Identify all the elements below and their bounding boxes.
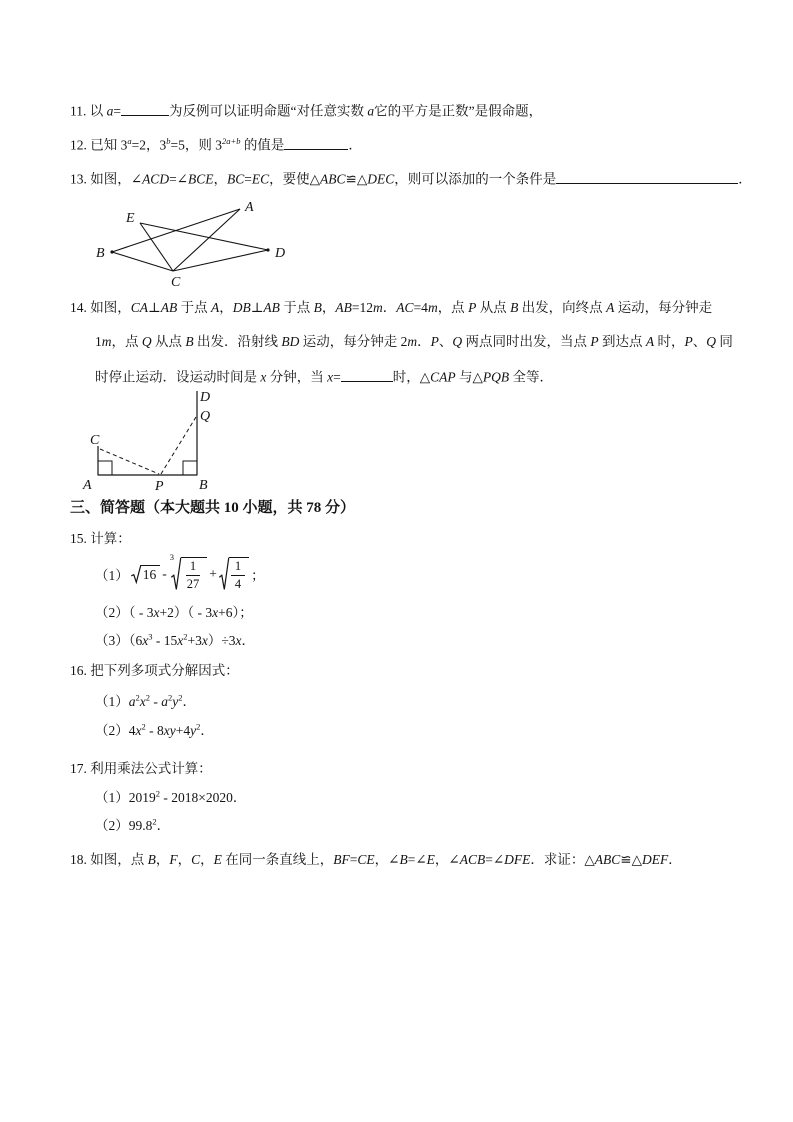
point-B xyxy=(110,250,113,253)
segment-CA xyxy=(173,209,240,271)
question-14-line-3: 时停止运动．设运动时间是 x 分钟，当 x= 时，△CAP 与△PQB 全等． xyxy=(95,367,553,387)
question-16-item-1: $(1)a^2x^2 - a^2y^2$． xyxy=(95,692,196,709)
radical xyxy=(169,552,208,591)
label-C: C xyxy=(171,275,181,290)
label-D: D xyxy=(200,390,211,405)
radical: 16 xyxy=(131,565,161,583)
section-3-heading: 三、简答题（本大题共 10 小题，共 78 分） xyxy=(70,500,356,516)
label-E: E xyxy=(126,211,135,226)
label-B: B xyxy=(199,478,208,492)
question-16: 16. 把下列多项式分解因式： xyxy=(70,663,239,678)
question-13: 13. 如图，∠ACD=∠BCE，BC=EC，要使△ABC≌△DEC，则可以添加的一个条件是 ． xyxy=(70,169,752,189)
segment-EC xyxy=(140,223,173,271)
question-15: 15. 计算： xyxy=(70,531,131,546)
answer-blank xyxy=(341,367,393,382)
label-P: P xyxy=(155,479,164,492)
question-14-line-2: 1m，点 Q 从点 B 出发．沿射线 BD 运动，每分钟走 2m．P、Q 两点同时出发，当点 P 到达点 A 时，P、Q 同 xyxy=(95,334,733,349)
label-A: A xyxy=(245,200,254,215)
question-11: 11. 以 a= 为反例可以证明命题“对任意实数 a它的平方是正数”是假命题， xyxy=(70,101,542,121)
radical xyxy=(219,557,249,591)
segment-BC xyxy=(112,252,173,271)
question-15-item-2: （2）（ - 3x+2）（ - 3x+6）； xyxy=(95,605,253,620)
label-C: C xyxy=(90,433,100,448)
label-A: A xyxy=(83,478,92,492)
question-17: 17. 利用乘法公式计算： xyxy=(70,761,212,776)
label-D: D xyxy=(275,246,286,261)
question-16-item-2: $(2)4x^2 - 8xy+4y^2$． xyxy=(95,721,214,738)
question-15-item-3: $(3)(6x^3 - 15x^2+3x)\div 3x$． xyxy=(95,631,256,648)
answer-blank xyxy=(284,135,348,150)
question-14-line-1: 14. 如图，CA⊥AB 于点 A，DB⊥AB 于点 B，AB=12m．AC=4m，点 P 从点 B 出发，向终点 A 运动，每分钟走 xyxy=(70,300,713,315)
question-15-item-1: （1） 16 - 3 $\frac{1}{27}$ + $\frac{1}{4}$ ； xyxy=(95,552,265,591)
dashed-segment-PQ xyxy=(161,417,196,474)
question-17-item-1: （1）2019$^2$ - 2018×2020． xyxy=(95,788,247,805)
fraction: $\frac{1}{4}$ xyxy=(231,559,245,591)
question-18: 18. 如图，点 B，F，C，E 在同一条直线上，BF=CE，∠B=∠E，∠ACB=∠DFE．求证：△ABC≌△DEF． xyxy=(70,852,682,867)
figure-q14 xyxy=(80,388,222,497)
question-17-item-2: （2）99.8$^2$． xyxy=(95,816,171,833)
segment-CD xyxy=(173,250,268,271)
question-12: 12. 已知 $3^a=2$，$3^b=5$，则 $3^{2a+b}$ 的值是 ． xyxy=(70,136,362,153)
right-angle-mark-A xyxy=(98,461,112,475)
figure-q13 xyxy=(88,193,300,298)
label-Q: Q xyxy=(200,409,211,424)
answer-blank xyxy=(556,169,738,184)
radical-index: 3 xyxy=(169,552,174,563)
label-B: B xyxy=(96,246,105,261)
point-D xyxy=(266,248,269,251)
answer-blank xyxy=(121,101,169,116)
fraction: $\frac{1}{27}$ xyxy=(186,559,200,591)
right-angle-mark-B xyxy=(183,461,197,475)
